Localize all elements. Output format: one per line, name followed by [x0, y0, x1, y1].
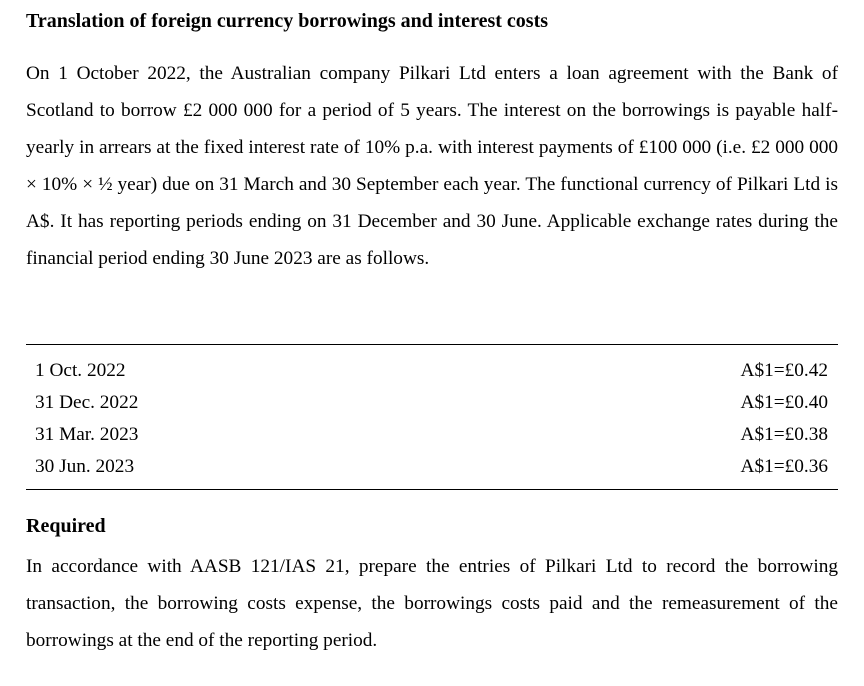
required-heading: Required [26, 515, 106, 537]
rate-date: 31 Mar. 2023 [35, 424, 139, 445]
table-row [26, 419, 838, 451]
rate-value: A$1=£0.42 [740, 360, 828, 381]
exchange-rate-table [26, 344, 838, 490]
intro-paragraph: On 1 October 2022, the Australian company Pilkari Ltd enters a loan agreement with the Bank of Scotland to borrow £2 000 000 for a period of 5 years. The interest on the borrowings is payable half-yearly in arrears at the fixed interest rate of 10% p.a. with interest payments of £100 000 (i.e. £2 000 000 × 10% × ½ year) due on 31 March and 30 September each year. The functional currency of Pilkari Ltd is A$. It has reporting periods ending on 31 December and 30 June. Applicable exchange rates during the financial period ending 30 June 2023 are as follows. [26, 63, 838, 269]
table-row [26, 451, 838, 483]
rate-date: 1 Oct. 2022 [35, 360, 126, 381]
rate-value: A$1=£0.38 [740, 424, 828, 445]
rate-value: A$1=£0.40 [740, 392, 828, 413]
rate-value: A$1=£0.36 [740, 456, 828, 477]
required-paragraph: In accordance with AASB 121/IAS 21, prepare the entries of Pilkari Ltd to record the borrowing transaction, the borrowing costs expense, the borrowings costs paid and the remeasurement of the borrowings at the end of the reporting period. [26, 556, 838, 651]
page-title: Translation of foreign currency borrowings and interest costs [26, 10, 549, 32]
rate-date: 31 Dec. 2022 [35, 392, 139, 413]
table-row [26, 387, 838, 419]
rate-date: 30 Jun. 2023 [35, 456, 135, 477]
table-row [26, 355, 838, 387]
